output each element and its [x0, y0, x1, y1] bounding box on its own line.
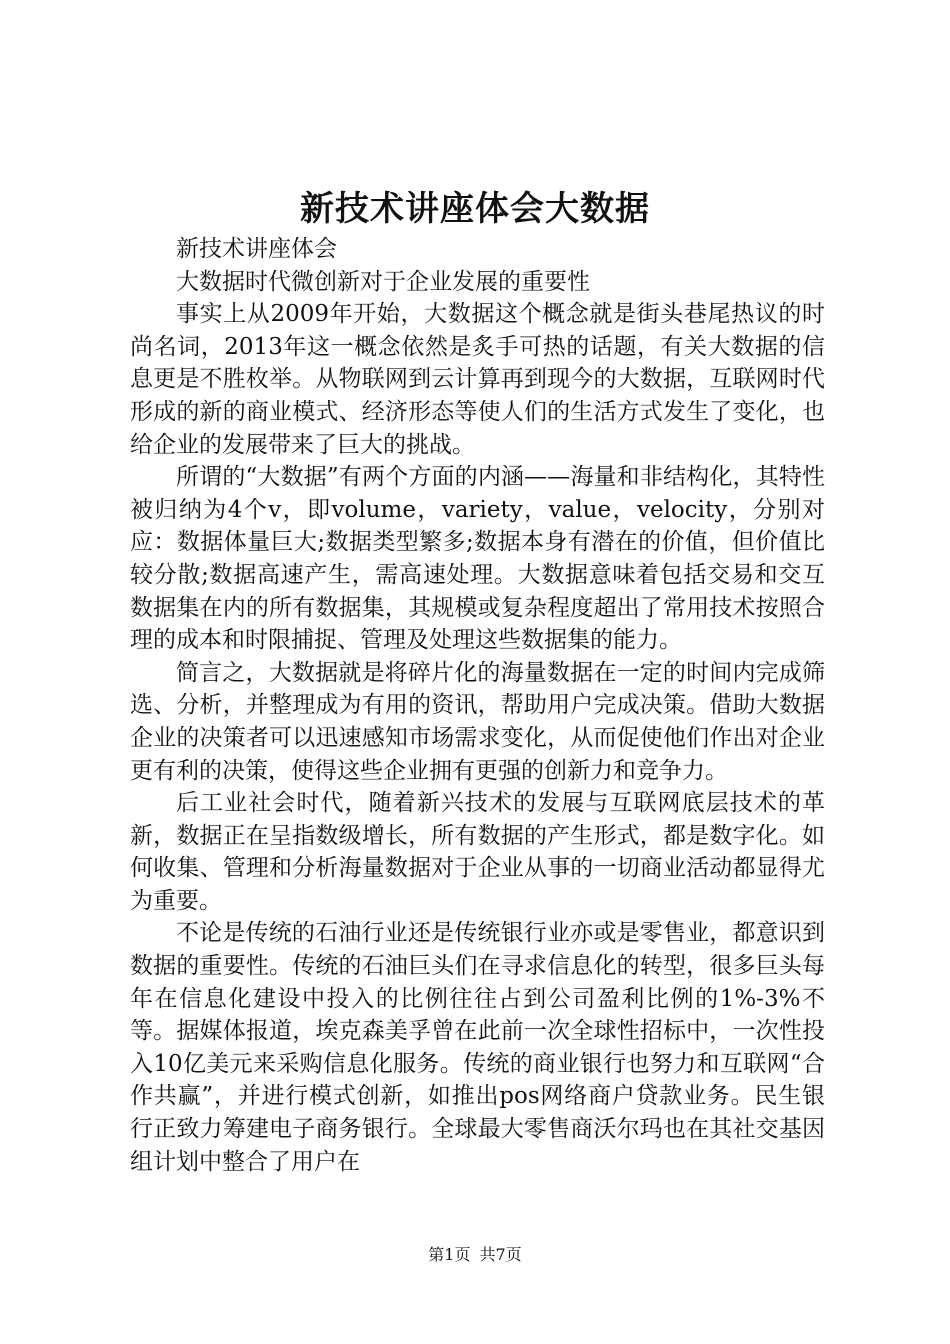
document-body [130, 233, 825, 1178]
page-total: 共7页 [479, 1245, 522, 1264]
body-paragraph: 后工业社会时代，随着新兴技术的发展与互联网底层技术的革新，数据正在呈指数级增长，所有数据的产生形式，都是数字化。如何收集、管理和分析海量数据对于企业从事的一切商业活动都显得尤为重要。 [130, 790, 825, 914]
page-number: 第1页 [428, 1245, 471, 1264]
section-heading: 大数据时代微创新对于企业发展的重要性 [176, 268, 590, 295]
page-footer [0, 1244, 950, 1266]
body-paragraph: 所谓的“大数据”有两个方面的内涵——海量和非结构化，其特性被归纳为4个v，即volume，variety，value，velocity，分别对应：数据体量巨大;数据类型繁多;数据本身有潜在的价值，但价值比较分散;数据高速产生，需高速处理。大数据意味着包括交易和交互数据集在内的所有数据集，其规模或复杂程度超出了常用技术按照合理的成本和时限捕捉、管理及处理这些数据集的能力。 [130, 464, 825, 654]
body-paragraph: 不论是传统的石油行业还是传统银行业亦或是零售业，都意识到数据的重要性。传统的石油巨头们在寻求信息化的转型，很多巨头每年在信息化建设中投入的比例往往占到公司盈利比例的1%-3%不等。据媒体报道，埃克森美孚曾在此前一次全球性招标中，一次性投入10亿美元来采购信息化服务。传统的商业银行也努力和互联网“合作共赢”，并进行模式创新，如推出pos网络商户贷款业务。民生银行正致力筹建电子商务银行。全球最大零售商沃尔玛也在其社交基因组计划中整合了用户在 [130, 920, 825, 1175]
page-title: 新技术讲座体会大数据 [300, 189, 650, 229]
subtitle-line: 新技术讲座体会 [176, 236, 337, 262]
body-paragraph: 事实上从2009年开始，大数据这个概念就是街头巷尾热议的时尚名词，2013年这一概念依然是炙手可热的话题，有关大数据的信息更是不胜枚举。从物联网到云计算再到现今的大数据，互联网时代形成的新的商业模式、经济形态等使人们的生活方式发生了变化，也给企业的发展带来了巨大的挑战。 [130, 301, 825, 458]
body-paragraph: 简言之，大数据就是将碎片化的海量数据在一定的时间内完成筛选、分析，并整理成为有用的资讯，帮助用户完成决策。借助大数据企业的决策者可以迅速感知市场需求变化，从而促使他们作出对企业更有利的决策，使得这些企业拥有更强的创新力和竞争力。 [130, 659, 825, 784]
